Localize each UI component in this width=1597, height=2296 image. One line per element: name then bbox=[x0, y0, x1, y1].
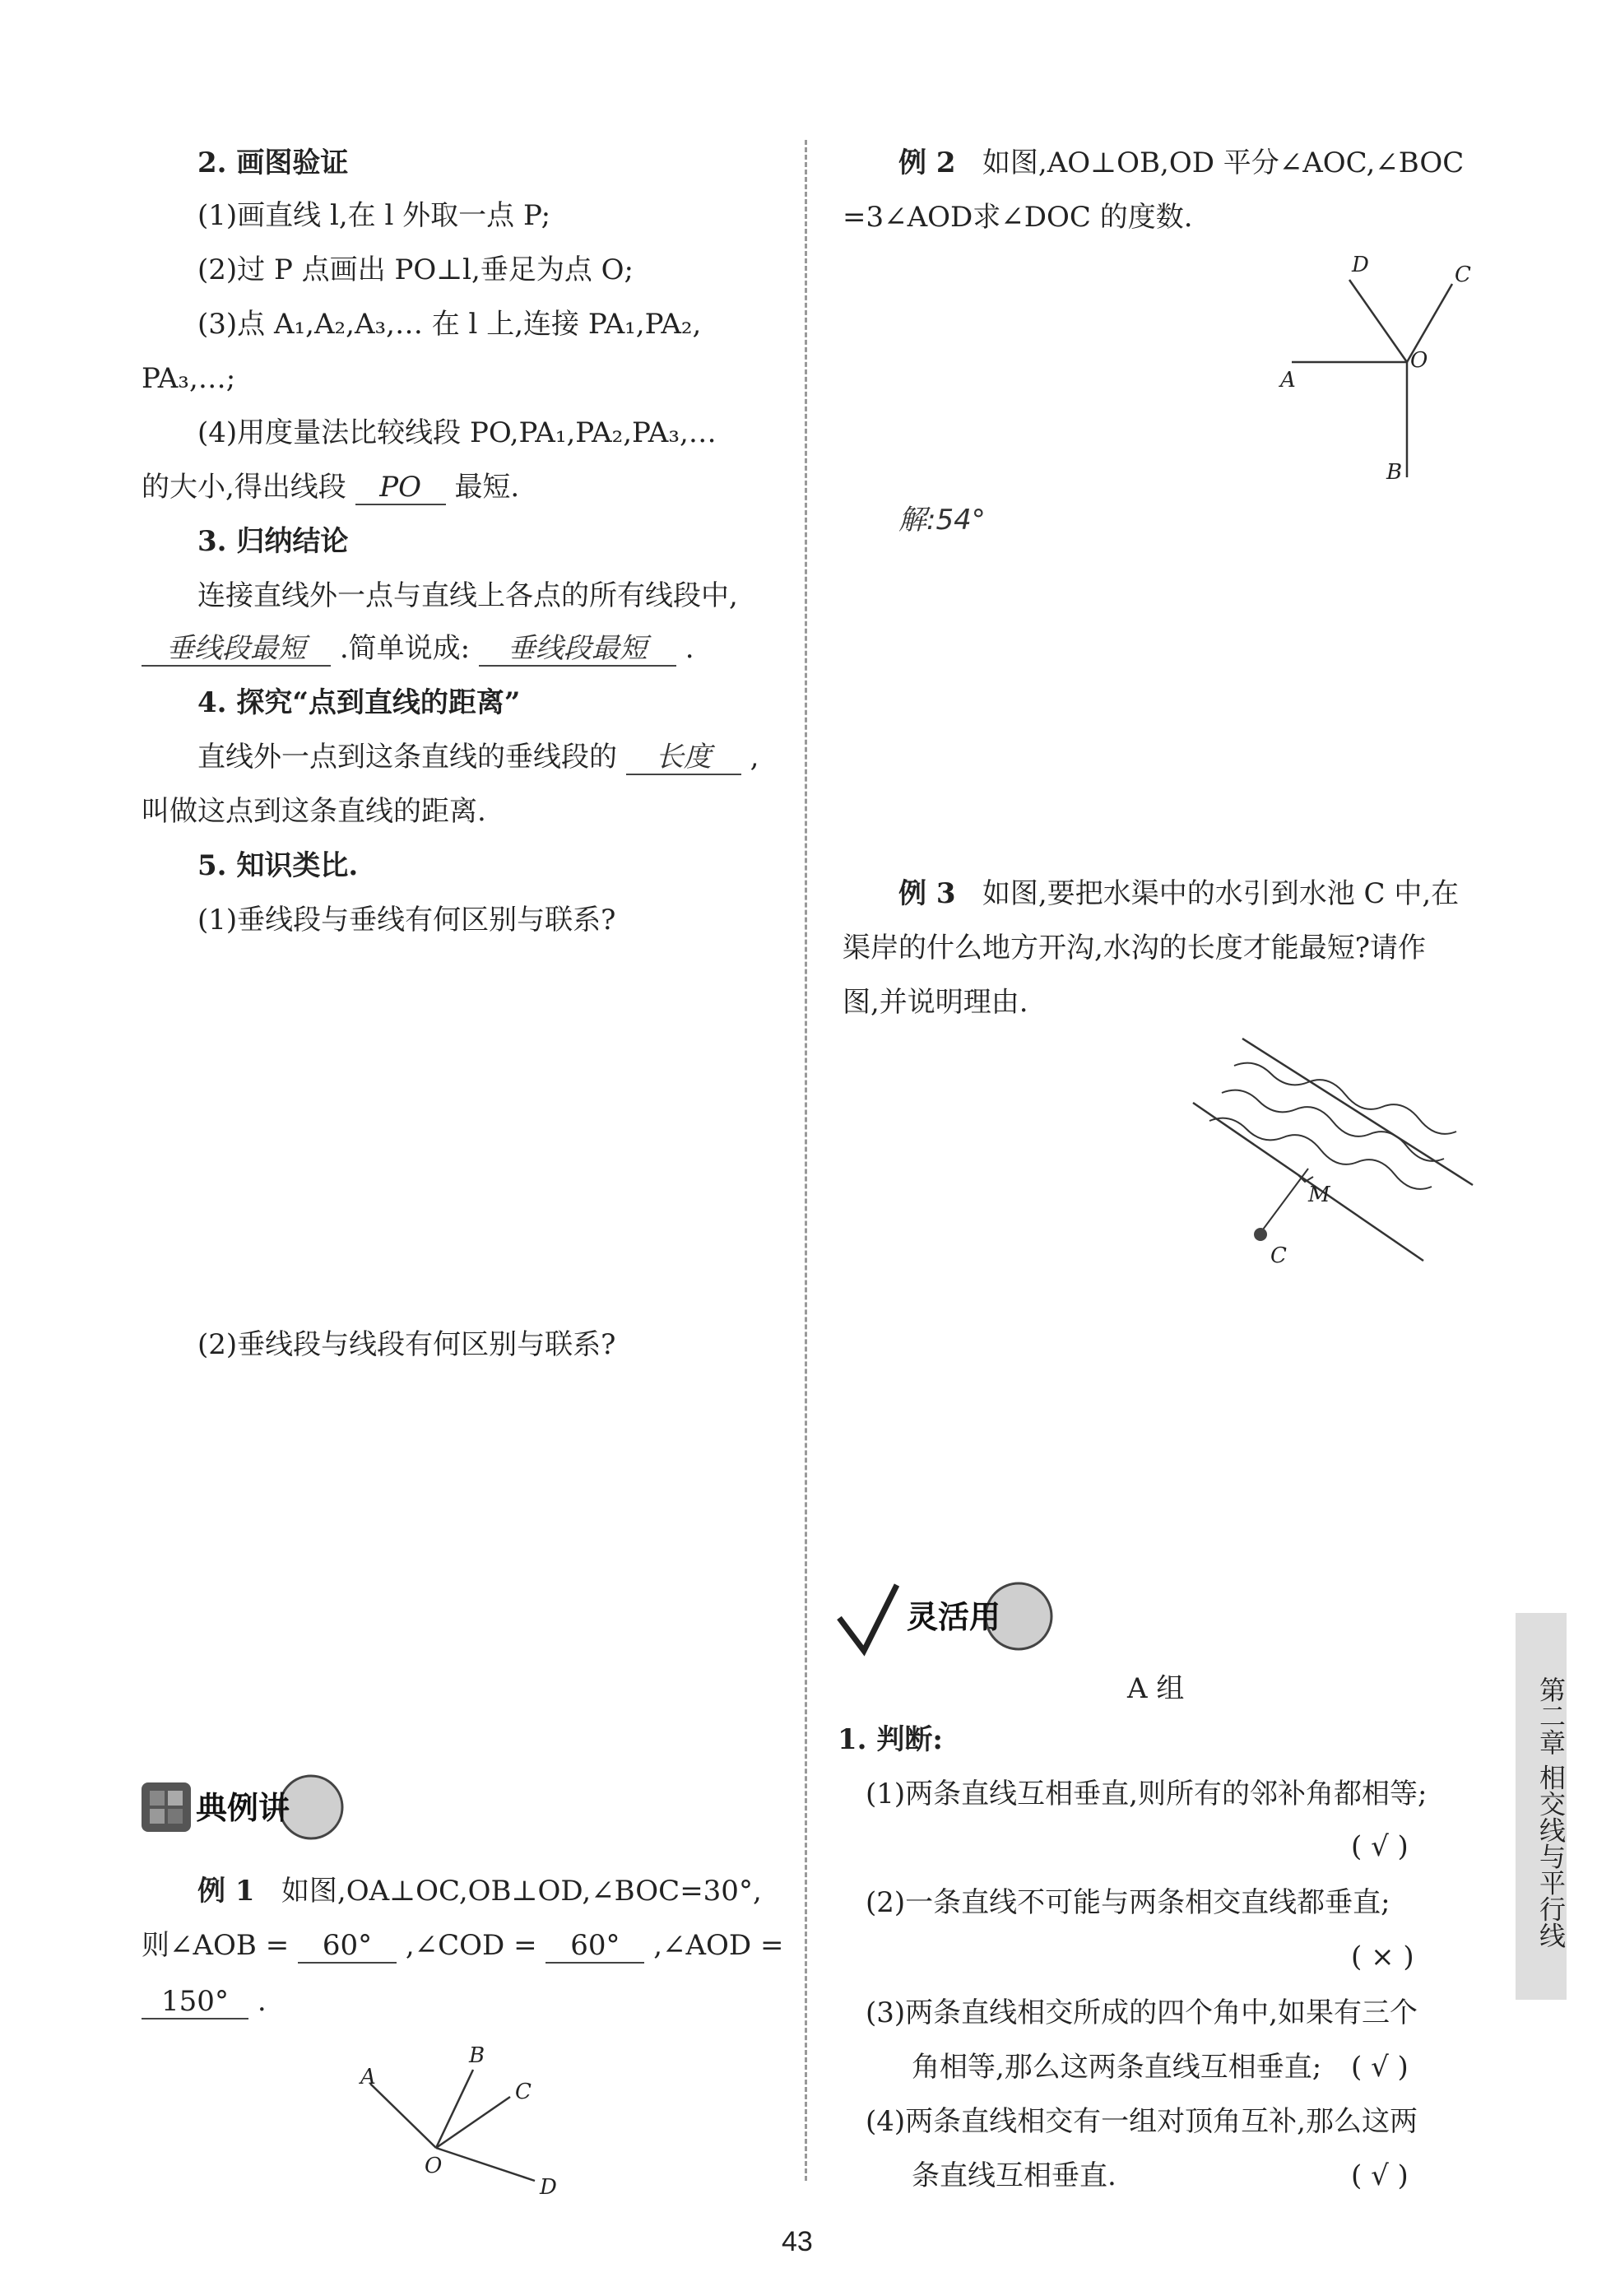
example-label: 例 2 bbox=[898, 146, 956, 179]
conclusion-line: 连接直线外一点与直线上各点的所有线段中, bbox=[197, 579, 738, 612]
question-2: (2)垂线段与线段有何区别与联系? bbox=[197, 1328, 616, 1361]
label-A: A bbox=[360, 2065, 376, 2089]
cube-icon bbox=[142, 1782, 191, 1832]
example-3-line3: 图,并说明理由. bbox=[843, 986, 1028, 1019]
text: . bbox=[257, 1985, 267, 2018]
text: 如图,AO⊥OB,OD 平分∠AOC,∠BOC bbox=[982, 146, 1465, 179]
label-C: C bbox=[515, 2080, 532, 2104]
label-D: D bbox=[540, 2175, 557, 2197]
conclusion-answers bbox=[142, 630, 694, 667]
label-O: O bbox=[425, 2154, 443, 2178]
text: 的大小,得出线段 bbox=[142, 471, 346, 504]
answer-blank: 150° bbox=[142, 1985, 248, 2019]
figure-2 bbox=[1267, 247, 1497, 494]
judge-3-answer: ( √ ) bbox=[1351, 2051, 1409, 2084]
judge-4-answer: ( √ ) bbox=[1351, 2159, 1409, 2192]
answer-blank: 60° bbox=[545, 1929, 644, 1964]
step-4: (4)用度量法比较线段 PO,PA₁,PA₂,PA₃,… bbox=[197, 416, 717, 449]
label-O: O bbox=[1410, 348, 1428, 373]
badge-label: 典例讲 bbox=[196, 1790, 290, 1826]
ray-OD bbox=[436, 2148, 535, 2181]
question-1: (1)垂线段与垂线有何区别与联系? bbox=[197, 904, 616, 937]
text: 如图,要把水渠中的水引到水池 C 中,在 bbox=[982, 877, 1460, 910]
example-2-line1 bbox=[898, 145, 1464, 181]
answer-blank: PO bbox=[355, 471, 446, 505]
section-2-title: 2. 画图验证 bbox=[197, 146, 349, 179]
pool-point bbox=[1254, 1228, 1267, 1241]
text: .简单说成: bbox=[339, 632, 471, 665]
step-1: (1)画直线 l,在 l 外取一点 P; bbox=[197, 199, 551, 232]
water-wave bbox=[1234, 1063, 1456, 1134]
section-4-title: 4. 探究“点到直线的距离” bbox=[197, 686, 521, 719]
example-label: 例 3 bbox=[898, 877, 956, 910]
label-B: B bbox=[1386, 460, 1403, 485]
text: 则∠AOB = bbox=[142, 1929, 290, 1962]
answer-blank: 长度 bbox=[626, 741, 741, 775]
section-5-title: 5. 知识类比. bbox=[197, 849, 359, 882]
page-number: 43 bbox=[782, 2226, 813, 2257]
example-label: 例 1 bbox=[197, 1875, 255, 1908]
answer-blank: 60° bbox=[298, 1929, 397, 1964]
example-1-line2 bbox=[142, 1927, 783, 1964]
ray-OD bbox=[1349, 280, 1407, 362]
answer-blank: 垂线段最短 bbox=[479, 632, 676, 667]
label-M: M bbox=[1308, 1183, 1330, 1207]
judge-3-cont: 角相等,那么这两条直线互相垂直; bbox=[912, 2051, 1322, 2084]
checkmark-icon bbox=[839, 1585, 897, 1651]
badge-label: 灵活用 bbox=[907, 1599, 1001, 1635]
example-3-line1 bbox=[898, 876, 1459, 912]
distance-line-cont: 叫做这点到这条直线的距离. bbox=[142, 795, 486, 828]
step-2: (2)过 P 点画出 PO⊥l,垂足为点 O; bbox=[197, 253, 634, 286]
example-2-solution: 解:54° bbox=[898, 504, 986, 537]
answer-blank: 垂线段最短 bbox=[142, 632, 331, 667]
group-label: A 组 bbox=[1127, 1672, 1185, 1705]
water-wave bbox=[1222, 1090, 1444, 1161]
text: 最短. bbox=[454, 471, 520, 504]
text: 直线外一点到这条直线的垂线段的 bbox=[197, 741, 617, 774]
example-section-badge bbox=[138, 1769, 360, 1843]
label-C: C bbox=[1455, 263, 1471, 287]
judge-2: (2)一条直线不可能与两条相交直线都垂直; bbox=[866, 1886, 1390, 1919]
text: 如图,OA⊥OC,OB⊥OD,∠BOC=30°, bbox=[281, 1875, 762, 1908]
judge-4: (4)两条直线相交有一组对顶角互补,那么这两 bbox=[866, 2105, 1418, 2138]
label-D: D bbox=[1352, 253, 1369, 277]
judge-1-answer: ( √ ) bbox=[1351, 1830, 1409, 1863]
label-C: C bbox=[1270, 1243, 1287, 1268]
practice-section-badge bbox=[831, 1577, 1070, 1659]
text: ,∠AOD = bbox=[653, 1929, 784, 1962]
text: ,∠COD = bbox=[405, 1929, 537, 1962]
text: . bbox=[685, 632, 694, 665]
section-3-title: 3. 归纳结论 bbox=[197, 525, 349, 558]
judge-2-answer: ( × ) bbox=[1351, 1940, 1414, 1973]
example-2-line2: =3∠AOD求∠DOC 的度数. bbox=[843, 201, 1193, 234]
text: , bbox=[750, 741, 759, 774]
ray-OA bbox=[370, 2084, 436, 2148]
judge-4-cont: 条直线互相垂直. bbox=[912, 2159, 1117, 2192]
figure-3 bbox=[1185, 1029, 1481, 1276]
water-wave bbox=[1209, 1118, 1432, 1189]
chapter-side-tab: 第二章 相交线与平行线 bbox=[1516, 1613, 1567, 2000]
example-3-line2: 渠岸的什么地方开沟,水沟的长度才能最短?请作 bbox=[843, 932, 1427, 964]
figure-1 bbox=[346, 2033, 576, 2197]
column-divider bbox=[805, 140, 807, 2181]
judge-1: (1)两条直线互相垂直,则所有的邻补角都相等; bbox=[866, 1778, 1428, 1810]
label-A: A bbox=[1280, 368, 1296, 393]
step-3-cont: PA₃,…; bbox=[142, 362, 236, 395]
step-3: (3)点 A₁,A₂,A₃,… 在 l 上,连接 PA₁,PA₂, bbox=[197, 308, 702, 341]
judge-3: (3)两条直线相交所成的四个角中,如果有三个 bbox=[866, 1996, 1418, 2029]
canal-bank-lower bbox=[1193, 1103, 1423, 1261]
label-B: B bbox=[469, 2043, 485, 2068]
example-1-line1 bbox=[197, 1873, 762, 1909]
example-1-line3 bbox=[142, 1983, 267, 2019]
question-1-title: 1. 判断: bbox=[838, 1723, 943, 1756]
distance-line bbox=[197, 739, 759, 775]
step-4-cont bbox=[142, 469, 519, 505]
